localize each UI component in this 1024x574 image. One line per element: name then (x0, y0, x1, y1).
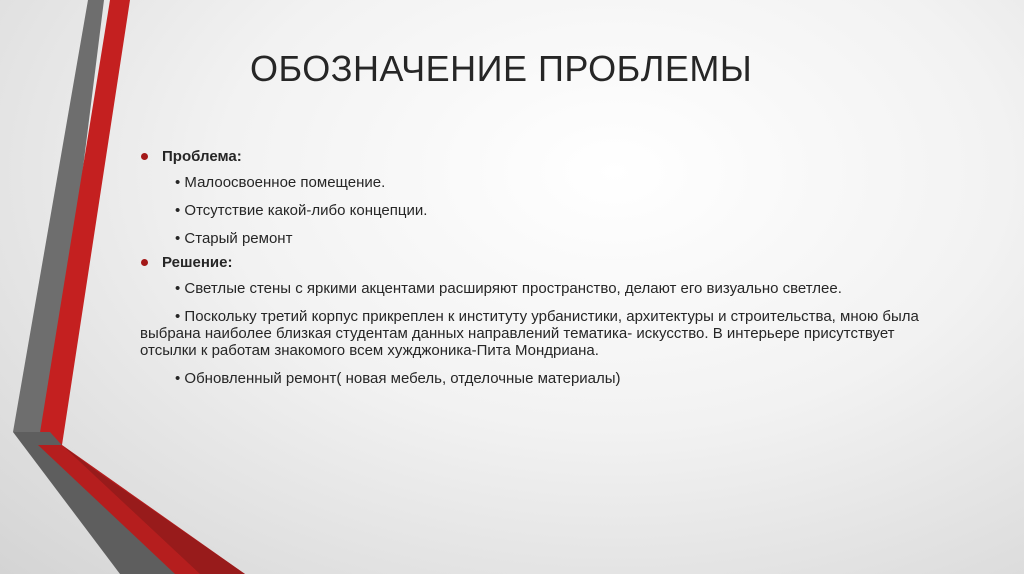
section-heading-label: Решение: (162, 254, 233, 271)
section-heading-solution (140, 254, 940, 271)
list-item: • Отсутствие какой-либо концепции. (175, 202, 428, 219)
list-item: • Малоосвоенное помещение. (175, 174, 386, 191)
bullet-dot (141, 259, 148, 266)
bullet-dot (141, 153, 148, 160)
list-item: • Поскольку третий корпус прикреплен к институту урбанистики, архитектуры и строительства, мною была выбрана наиболее близкая студентам данных направлений тематика- искусство. В интерьере присутствует отсылки к работам знакомого всем хужджоника-Пита Мондриана. (140, 308, 919, 359)
list-item: • Обновленный ремонт( новая мебель, отделочные материалы) (175, 370, 621, 387)
section-heading-label: Проблема: (162, 148, 242, 165)
slide-content (140, 148, 940, 398)
slide-title: ОБОЗНАЧЕНИЕ ПРОБЛЕМЫ (250, 48, 753, 89)
section-heading-problem (140, 148, 940, 165)
list-item: • Светлые стены с яркими акцентами расширяют пространство, делают его визуально светлее. (175, 280, 842, 297)
list-item: • Старый ремонт (175, 230, 293, 247)
